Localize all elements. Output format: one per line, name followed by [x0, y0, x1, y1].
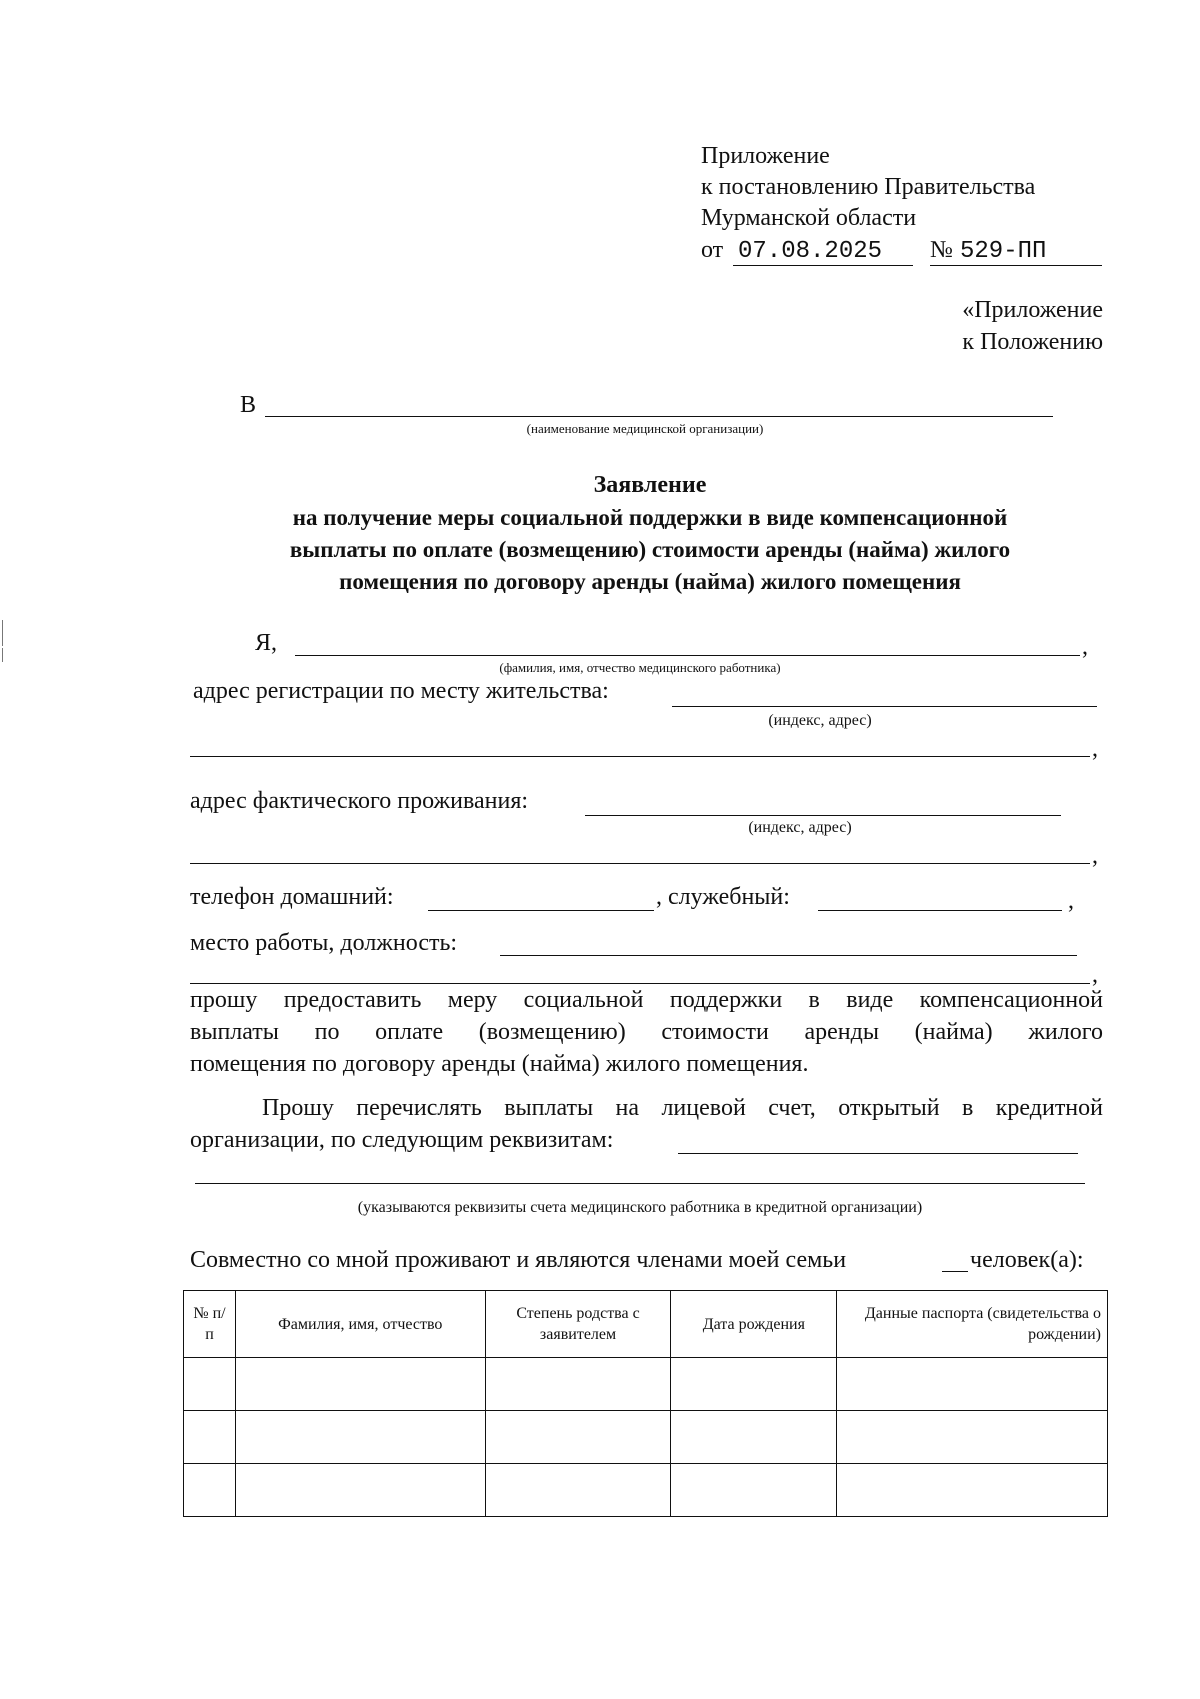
table-cell[interactable]	[235, 1358, 485, 1411]
bank-details-caption: (указываются реквизиты счета медицинского работника в кредитной организации)	[357, 1199, 923, 1216]
table-cell[interactable]	[485, 1358, 671, 1411]
date-underline	[733, 265, 913, 266]
applicant-name-field[interactable]	[295, 655, 1080, 656]
reg-address-comma: ,	[1092, 736, 1098, 762]
table-row	[184, 1358, 1108, 1411]
appendix-line-3: Мурманской области	[701, 205, 917, 231]
sub-appendix-line-1: «Приложение	[962, 297, 1103, 323]
margin-mark	[2, 620, 3, 646]
table-cell[interactable]	[671, 1358, 837, 1411]
addressee-caption: (наименование медицинской организации)	[526, 421, 764, 436]
applicant-prefix: Я,	[255, 630, 278, 656]
addressee-prefix: В	[240, 392, 257, 418]
table-cell[interactable]	[485, 1411, 671, 1464]
table-cell[interactable]	[485, 1464, 671, 1517]
column-header-relationship: Степень родства с заявителем	[485, 1291, 671, 1358]
request-line-2: выплаты по оплате (возмещению) стоимости аренды (найма) жилого	[190, 1019, 1103, 1045]
column-header-birth-date: Дата рождения	[671, 1291, 837, 1358]
request-line-1: прошу предоставить меру социальной поддержки в виде компенсационной	[190, 987, 1103, 1013]
family-intro-text: Совместно со мной проживают и являются членами моей семьи	[190, 1247, 847, 1273]
document-title: Заявление	[593, 472, 707, 498]
family-intro-suffix: человек(а):	[970, 1247, 1084, 1273]
column-header-passport: Данные паспорта (свидетельства о рождении)	[837, 1291, 1108, 1358]
applicant-caption: (фамилия, имя, отчество медицинского работника)	[499, 660, 781, 675]
phone-home-field[interactable]	[428, 910, 654, 911]
date-prefix: от	[701, 237, 724, 263]
phone-home-label: телефон домашний:	[190, 884, 394, 910]
date-value: 07.08.2025	[738, 238, 883, 265]
payment-line-1: Прошу перечислять выплаты на лицевой счет, открытый в кредитной	[262, 1095, 1103, 1121]
actual-address-field[interactable]	[585, 815, 1061, 816]
table-cell[interactable]	[671, 1464, 837, 1517]
actual-address-comma: ,	[1092, 843, 1098, 869]
table-cell[interactable]	[184, 1411, 236, 1464]
workplace-field[interactable]	[500, 955, 1077, 956]
actual-address-label: адрес фактического проживания:	[190, 788, 529, 814]
table-cell[interactable]	[837, 1358, 1108, 1411]
bank-details-field[interactable]	[678, 1153, 1078, 1154]
payment-line-2: организации, по следующим реквизитам:	[190, 1127, 614, 1153]
column-header-number: № п/п	[184, 1291, 236, 1358]
reg-address-field-continued[interactable]	[190, 756, 1090, 757]
document-subtitle-line-2: выплаты по оплате (возмещению) стоимости аренды (найма) жилого	[289, 537, 1011, 562]
sub-appendix-line-2: к Положению	[962, 329, 1103, 355]
family-count-field[interactable]	[942, 1271, 968, 1272]
table-row	[184, 1411, 1108, 1464]
actual-address-field-continued[interactable]	[190, 863, 1090, 864]
table-row	[184, 1464, 1108, 1517]
workplace-comma: ,	[1092, 962, 1098, 988]
appendix-line-1: Приложение	[701, 143, 830, 169]
document-subtitle-line-1: на получение меры социальной поддержки в виде компенсационной	[292, 505, 1008, 530]
reg-address-field[interactable]	[672, 706, 1097, 707]
actual-address-caption: (индекс, адрес)	[748, 819, 852, 836]
phone-work-field[interactable]	[818, 910, 1062, 911]
request-line-3: помещения по договору аренды (найма) жилого помещения.	[190, 1051, 809, 1077]
number-value: 529-ПП	[960, 238, 1047, 265]
workplace-label: место работы, должность:	[190, 930, 458, 956]
document-subtitle-line-3: помещения по договору аренды (найма) жилого помещения	[339, 569, 961, 594]
reg-address-label: адрес регистрации по месту жительства:	[193, 678, 609, 704]
addressee-field[interactable]	[265, 416, 1053, 417]
phone-work-label: , служебный:	[656, 884, 790, 910]
column-header-full-name: Фамилия, имя, отчество	[235, 1291, 485, 1358]
number-underline	[930, 265, 1102, 266]
phone-comma: ,	[1068, 888, 1074, 914]
applicant-comma: ,	[1082, 634, 1088, 660]
family-members-table	[183, 1290, 1108, 1517]
margin-mark	[2, 648, 3, 662]
number-prefix: №	[930, 237, 953, 263]
appendix-line-2: к постановлению Правительства	[701, 174, 1036, 200]
table-header-row	[184, 1291, 1108, 1358]
table-cell[interactable]	[837, 1411, 1108, 1464]
table-cell[interactable]	[671, 1411, 837, 1464]
table-cell[interactable]	[235, 1411, 485, 1464]
table-cell[interactable]	[184, 1464, 236, 1517]
reg-address-caption: (индекс, адрес)	[768, 712, 872, 729]
table-cell[interactable]	[235, 1464, 485, 1517]
table-cell[interactable]	[184, 1358, 236, 1411]
bank-details-field-continued[interactable]	[195, 1183, 1085, 1184]
workplace-field-continued[interactable]	[190, 983, 1090, 984]
table-cell[interactable]	[837, 1464, 1108, 1517]
